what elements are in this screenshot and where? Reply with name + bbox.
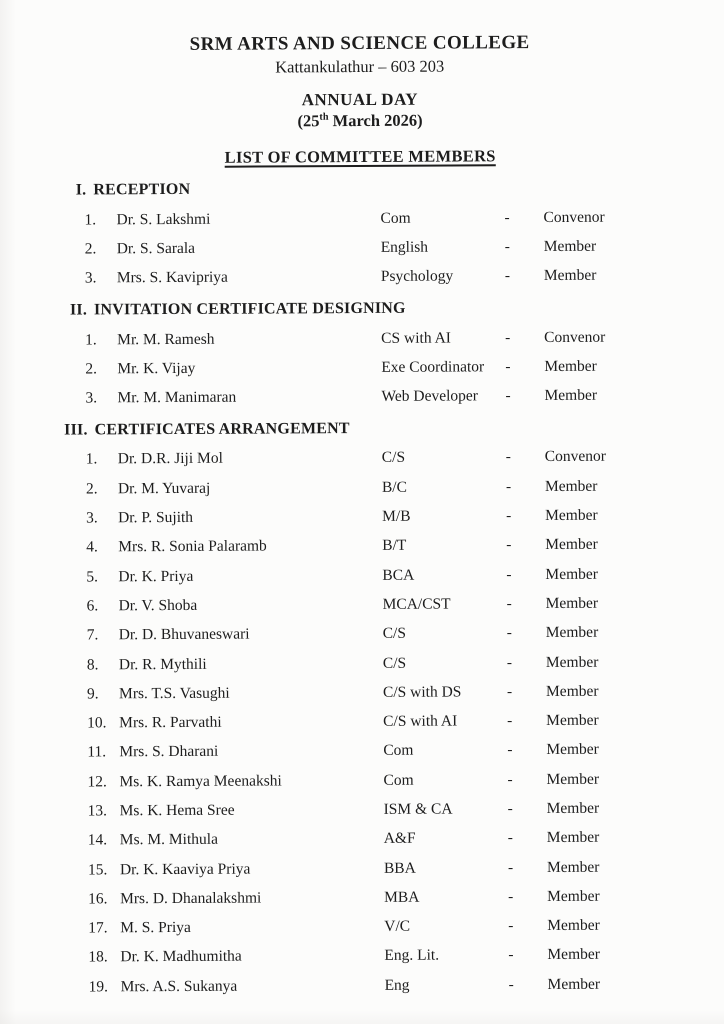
- section-heading: [56, 416, 724, 441]
- member-name: Ms. K. Hema Sree: [119, 801, 235, 820]
- member-name: Mrs. R. Sonia Palaramb: [118, 537, 267, 556]
- member-role: Member: [544, 477, 598, 495]
- event-date-prefix: (25: [297, 111, 320, 131]
- member-row: [85, 351, 723, 384]
- member-name: Dr. S. Lakshmi: [116, 210, 211, 228]
- member-name: Dr. V. Shoba: [118, 596, 198, 615]
- member-row: [88, 823, 724, 856]
- member-number: 6.: [86, 597, 99, 615]
- member-number: 7.: [86, 626, 99, 644]
- member-role: Member: [547, 916, 600, 935]
- separator-dash: -: [508, 917, 514, 935]
- member-role: Member: [546, 711, 599, 730]
- section-rows: [0, 442, 724, 1002]
- member-dept: Eng: [384, 976, 410, 994]
- member-role: Member: [543, 237, 597, 255]
- member-number: 5.: [86, 567, 99, 586]
- section-rows: [0, 322, 724, 414]
- separator-dash: -: [506, 624, 512, 642]
- member-name: Dr. D.R. Jiji Mol: [117, 450, 223, 468]
- committee-section: [0, 176, 723, 294]
- member-role: Convenor: [543, 208, 605, 226]
- member-dept: V/C: [384, 917, 411, 936]
- separator-dash: -: [506, 536, 512, 554]
- member-name: M. S. Priya: [120, 919, 191, 937]
- member-row: [88, 852, 724, 885]
- member-dept: C/S: [381, 449, 406, 467]
- separator-dash: -: [508, 946, 514, 964]
- member-row: [86, 471, 724, 504]
- member-row: [85, 261, 723, 294]
- member-number: 1.: [85, 330, 97, 348]
- member-name: Mr. K. Vijay: [117, 359, 196, 378]
- member-dept: MBA: [384, 888, 420, 906]
- member-name: Mr. M. Ramesh: [117, 330, 215, 348]
- member-number: 4.: [86, 538, 98, 556]
- member-name: Ms. M. Mithula: [119, 831, 219, 849]
- section-title: CERTIFICATES ARRANGEMENT: [94, 419, 350, 439]
- member-number: 14.: [87, 831, 108, 849]
- separator-dash: -: [506, 653, 513, 671]
- member-number: 3.: [86, 509, 98, 527]
- member-row: [88, 969, 724, 1002]
- member-role: Member: [545, 565, 598, 583]
- college-name: SRM ARTS AND SCIENCE COLLEGE: [189, 32, 530, 55]
- event-date-ordinal: th: [319, 111, 329, 123]
- member-row: [88, 940, 724, 973]
- member-dept: BCA: [382, 566, 415, 584]
- section-title: INVITATION CERTIFICATE DESIGNING: [93, 299, 406, 319]
- committee-sections: [0, 176, 724, 1002]
- member-name: Dr. R. Mythili: [118, 655, 207, 673]
- event-date-suffix: March 2026): [328, 110, 423, 131]
- member-dept: A&F: [383, 830, 416, 848]
- section-heading: [54, 176, 722, 201]
- member-row: [88, 793, 724, 826]
- member-name: Mrs. R. Parvathi: [119, 713, 222, 732]
- member-number: 18.: [88, 948, 108, 966]
- member-role: Member: [546, 858, 600, 876]
- member-number: 11.: [87, 743, 107, 761]
- member-dept: BBA: [383, 859, 416, 877]
- member-number: 17.: [88, 919, 108, 937]
- member-role: Member: [543, 267, 597, 285]
- member-number: 3.: [84, 269, 97, 287]
- section-rows: [0, 202, 723, 294]
- member-role: Member: [545, 653, 599, 671]
- member-number: 10.: [87, 714, 107, 732]
- member-role: Member: [546, 741, 599, 759]
- member-role: Member: [545, 506, 598, 525]
- member-name: Dr. S. Sarala: [116, 239, 196, 258]
- member-dept: CS with AI: [381, 329, 451, 347]
- member-name: Mrs. A.S. Sukanya: [120, 977, 238, 996]
- member-role: Member: [544, 386, 598, 405]
- member-name: Mr. M. Manimaran: [117, 388, 237, 407]
- member-dept: English: [380, 238, 429, 256]
- separator-dash: -: [508, 888, 514, 906]
- member-role: Member: [547, 887, 600, 905]
- member-dept: C/S: [382, 624, 407, 643]
- member-number: 9.: [86, 685, 99, 703]
- separator-dash: -: [507, 741, 513, 759]
- member-role: Member: [544, 357, 597, 375]
- member-dept: B/T: [382, 537, 407, 555]
- section-numeral: III.: [64, 421, 88, 439]
- member-name: Dr. K. Priya: [118, 567, 194, 585]
- separator-dash: -: [504, 208, 510, 226]
- member-dept: Eng. Lit.: [384, 947, 440, 965]
- separator-dash: -: [504, 267, 511, 285]
- member-name: Ms. K. Ramya Meenakshi: [119, 772, 282, 790]
- member-dept: Com: [380, 209, 411, 227]
- separator-dash: -: [507, 829, 513, 847]
- separator-dash: -: [507, 858, 514, 876]
- member-number: 3.: [85, 389, 98, 407]
- member-row: [87, 618, 724, 651]
- member-dept: C/S: [382, 654, 407, 672]
- member-dept: Com: [383, 771, 414, 789]
- member-row: [88, 911, 724, 944]
- member-name: Mrs. D. Dhanalakshmi: [120, 889, 262, 908]
- member-number: 2.: [85, 360, 97, 378]
- member-name: Dr. D. Bhuvaneswari: [118, 625, 250, 644]
- separator-dash: -: [506, 507, 512, 525]
- committee-section: [0, 296, 724, 414]
- member-number: 19.: [88, 978, 108, 996]
- event-title: ANNUAL DAY: [301, 89, 419, 110]
- member-role: Member: [545, 536, 598, 554]
- separator-dash: -: [505, 448, 511, 466]
- separator-dash: -: [505, 477, 512, 495]
- member-dept: Com: [383, 742, 414, 760]
- section-numeral: II.: [69, 301, 88, 319]
- separator-dash: -: [507, 800, 513, 818]
- member-role: Member: [545, 594, 599, 612]
- member-name: Dr. K. Madhumitha: [120, 948, 242, 966]
- member-number: 12.: [87, 773, 107, 791]
- member-role: Member: [547, 975, 601, 993]
- member-row: [85, 231, 723, 264]
- member-dept: Web Developer: [381, 387, 478, 406]
- member-number: 1.: [85, 450, 98, 468]
- member-number: 13.: [87, 802, 108, 820]
- member-dept: Psychology: [380, 267, 454, 286]
- separator-dash: -: [506, 683, 513, 701]
- section-numeral: I.: [75, 181, 87, 199]
- event-date: [0, 108, 722, 133]
- section-heading: [55, 296, 723, 321]
- member-dept: B/C: [381, 478, 407, 496]
- member-number: 16.: [88, 890, 108, 908]
- member-row: [84, 202, 722, 235]
- member-role: Member: [545, 682, 599, 700]
- member-dept: C/S with AI: [383, 712, 458, 730]
- separator-dash: -: [505, 387, 511, 405]
- separator-dash: -: [506, 595, 512, 613]
- member-name: Dr. K. Kaaviya Priya: [119, 860, 251, 878]
- member-role: Member: [545, 623, 599, 642]
- member-dept: Exe Coordinator: [381, 358, 485, 376]
- member-dept: C/S with DS: [382, 683, 462, 701]
- member-role: Member: [546, 829, 600, 847]
- member-name: Mrs. T.S. Vasughi: [118, 684, 230, 703]
- separator-dash: -: [504, 238, 510, 256]
- member-role: Member: [546, 799, 600, 818]
- document-title: LIST OF COMMITTEE MEMBERS: [224, 146, 496, 167]
- member-row: [87, 706, 724, 739]
- member-row: [86, 442, 724, 475]
- separator-dash: -: [507, 770, 513, 788]
- member-row: [87, 676, 724, 709]
- member-row: [87, 647, 724, 680]
- member-name: Dr. M. Yuvaraj: [117, 479, 211, 497]
- member-role: Member: [546, 770, 600, 788]
- separator-dash: -: [505, 358, 511, 376]
- section-title: RECEPTION: [93, 180, 191, 199]
- member-row: [88, 881, 724, 914]
- separator-dash: -: [505, 328, 511, 346]
- separator-dash: -: [506, 565, 512, 583]
- member-role: Convenor: [544, 448, 606, 466]
- member-number: 8.: [86, 655, 99, 673]
- member-row: [87, 764, 724, 797]
- member-number: 1.: [84, 211, 97, 229]
- member-dept: ISM & CA: [383, 800, 453, 818]
- college-address: Kattankulathur – 603 203: [275, 56, 445, 77]
- member-number: 2.: [85, 480, 98, 498]
- member-name: Mrs. S. Kavipriya: [116, 268, 228, 287]
- member-dept: M/B: [382, 507, 411, 525]
- member-role: Member: [547, 946, 600, 964]
- member-row: [87, 735, 724, 768]
- member-number: 15.: [87, 860, 108, 879]
- separator-dash: -: [508, 975, 514, 994]
- member-name: Dr. P. Sujith: [118, 508, 194, 527]
- member-row: [86, 588, 724, 621]
- committee-section: [0, 416, 724, 1002]
- member-dept: MCA/CST: [382, 595, 451, 613]
- member-role: Convenor: [544, 328, 606, 346]
- member-row: [86, 530, 724, 563]
- member-row: [85, 322, 723, 355]
- member-row: [86, 559, 724, 592]
- member-name: Mrs. S. Dharani: [119, 743, 219, 761]
- member-number: 2.: [84, 240, 97, 258]
- member-row: [85, 381, 723, 414]
- separator-dash: -: [507, 712, 513, 730]
- member-row: [86, 500, 724, 533]
